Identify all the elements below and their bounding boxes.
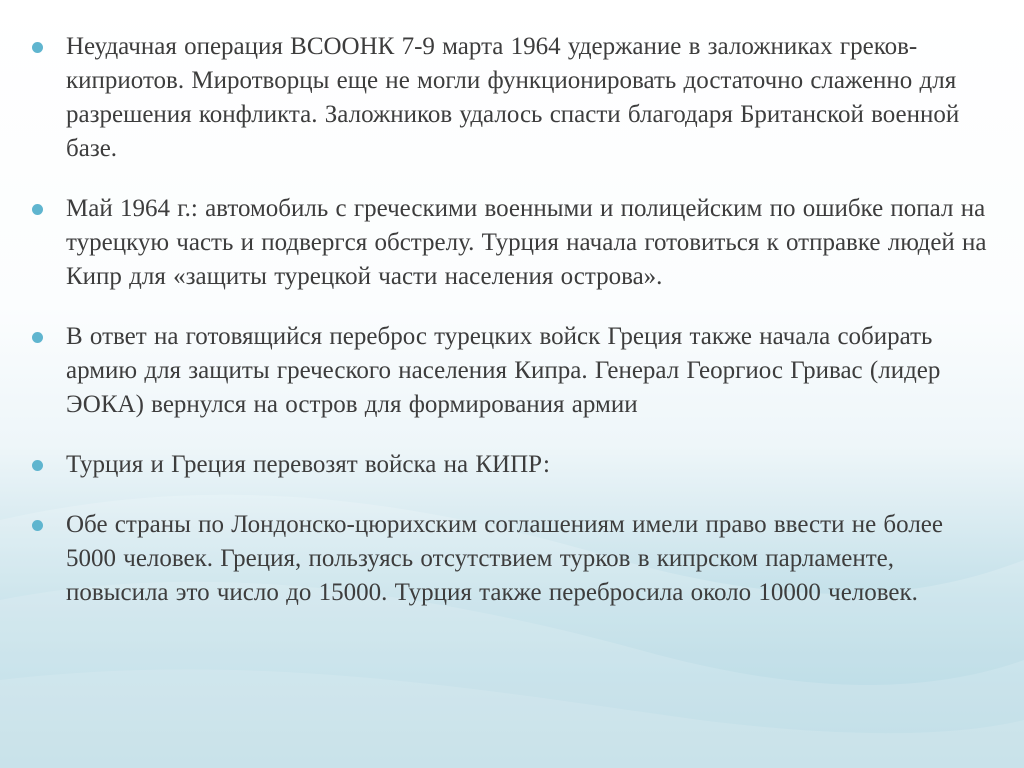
- bullet-text: Неудачная операция ВСООНК 7-9 марта 1964 удержание в заложниках греков-киприотов. Миротворцы еще не могли функционировать достаточно слаженно для разрешения конфликта. Заложников удалось спасти благодаря Британской военной базе.: [66, 33, 960, 162]
- bullet-item: [30, 30, 990, 166]
- bullet-item: [30, 448, 990, 482]
- bullet-text: В ответ на готовящийся переброс турецких войск Греция также начала собирать армию для защиты греческого населения Кипра. Генерал Георгиос Гривас (лидер ЭОКА) вернулся на остров для формирования армии: [66, 323, 941, 418]
- bullet-dot-icon: [32, 460, 43, 471]
- bullet-item: [30, 192, 990, 294]
- bullet-dot-icon: [32, 42, 43, 53]
- bullet-item: [30, 320, 990, 422]
- slide-content: [30, 30, 990, 636]
- bullet-dot-icon: [32, 520, 43, 531]
- bullet-text: Турция и Греция перевозят войска на КИПР:: [66, 451, 550, 478]
- bullet-text: Обе страны по Лондонско-цюрихским соглашениям имели право ввести не более 5000 человек. Греция, пользуясь отсутствием турков в кипрском парламенте, повысила это число до 15000. Турция также перебросила около 10000 человек.: [66, 511, 943, 606]
- bullet-text: Май 1964 г.: автомобиль с греческими военными и полицейским по ошибке попал на турецкую часть и подвергся обстрелу. Турция начала готовиться к отправке людей на Кипр для «защиты турецкой части населения острова».: [66, 195, 987, 290]
- bullet-dot-icon: [32, 204, 43, 215]
- bullet-list: [30, 30, 990, 610]
- bullet-dot-icon: [32, 332, 43, 343]
- bullet-item: [30, 508, 990, 610]
